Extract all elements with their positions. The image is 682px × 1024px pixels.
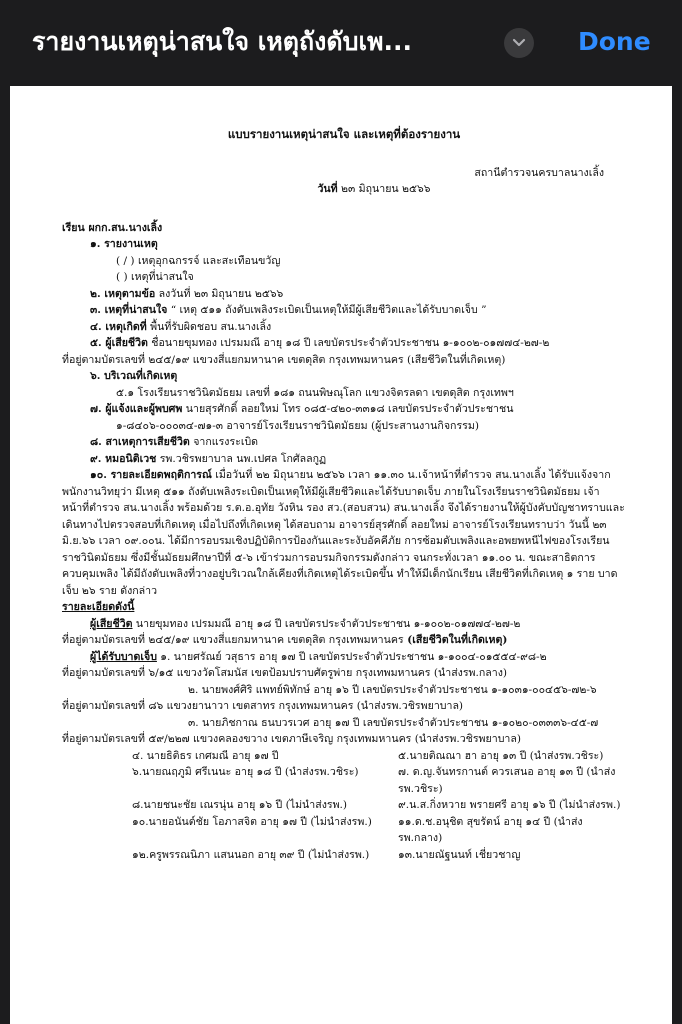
section-5 — [62, 335, 626, 352]
section-7-label: ๗. ผู้แจ้งและผู้พบศพ — [90, 403, 183, 415]
injured-2: ๒. นายพงศ์ศิริ แพทย์พิทักษ์ อายุ ๑๖ ปี เลขบัตรประจำตัวประชาชน ๑-๑๐๓๑-๐๐๔๕๖-๗๒-๖ — [188, 683, 597, 696]
doc-header: แบบรายงานเหตุน่าสนใจ และเหตุที่ต้องรายงาน — [227, 127, 461, 141]
list-item — [132, 847, 626, 864]
injured-3-cont: ที่อยู่ตามบัตรเลขที่ ๕๙/๒๒๗ แขวงคลองขวาง เขตภาษีเจริญ กรุงเทพมหานคร (นำส่งรพ.วชิรพยาบาล) — [62, 733, 521, 745]
section-9-text: รพ.วชิรพยาบาล นพ.เปศล โกศัลลกูฏ — [156, 452, 327, 465]
deceased-address: ที่อยู่ตามบัตรเลขที่ ๒๔๕/๑๙ แขวงสี่แยกมหานาค เขตดุสิต กรุงเทพมหานคร — [62, 634, 404, 646]
section-8-label: ๘. สาเหตุการเสียชีวิต — [90, 436, 190, 448]
chevron-down-icon — [512, 38, 526, 48]
injured-1 — [62, 649, 626, 666]
deceased-label: ผู้เสียชีวิต — [90, 617, 133, 630]
injured-1-cont: ที่อยู่ตามบัตรเลขที่ ๖/๑๕ แขวงวัดโสมนัส เขตป้อมปราบศัตรูพ่าย กรุงเทพมหานคร (นำส่งรพ.กลาง) — [62, 667, 508, 679]
section-4 — [62, 319, 626, 336]
list-cell: ๑๒.ครูพรรณนิภา แสนนอก อายุ ๓๙ ปี (ไม่นำส่งรพ.) — [132, 848, 370, 861]
list-cell: ๘.นายชนะชัย เณรนุ่น อายุ ๑๖ ปี (ไม่นำส่งรพ.) — [132, 799, 348, 811]
deceased-cont — [62, 632, 626, 649]
section-8 — [62, 434, 626, 451]
deceased-text: นายขุมทอง เปรมมณี อายุ ๑๘ ปี เลขบัตรประจำตัวประชาชน ๑-๑๐๐๒-๐๑๗๗๔-๒๗-๒ — [132, 617, 521, 630]
section-3-text: “ เหตุ ๕๑๑ ถังดับเพลิงระเบิดเป็นเหตุให้มีผู้เสียชีวิตและได้รับบาดเจ็บ ” — [167, 304, 487, 316]
injured-3: ๓. นายภิชกาณ ธนบวรเวศ อายุ ๑๗ ปี เลขบัตรประจำตัวประชาชน ๑-๑๐๒๐-๐๓๓๓๖-๔๕-๗ — [188, 716, 599, 729]
section-2-text: ลงวันที่ ๒๓ มิถุนายน ๒๕๖๖ — [155, 287, 284, 300]
section-1-option-b: ( ) เหตุที่น่าสนใจ — [116, 271, 194, 283]
section-7-text: นายสุรศักดิ์ ลอยใหม่ โทร ๐๘๕-๔๒๐-๓๓๑๘ เลขบัตรประจำตัวประชาชน — [182, 403, 514, 415]
section-5-text: ชื่อนายขุมทอง เปรมมณี อายุ ๑๘ ปี เลขบัตรประจำตัวประชาชน ๑-๑๐๐๒-๐๑๗๗๔-๒๗-๒ — [147, 337, 550, 349]
section-9-label: ๙. หมอนิติเวช — [90, 452, 157, 465]
date-value: ๒๓ มิถุนายน ๒๕๖๖ — [341, 183, 431, 195]
section-4-text: พื้นที่รับผิดชอบ สน.นางเลิ้ง — [146, 320, 272, 333]
section-5-cont: ที่อยู่ตามบัตรเลขที่ ๒๔๕/๑๙ แขวงสี่แยกมหานาค เขตดุสิต กรุงเทพมหานคร (เสียชีวิตในที่เกิดเหตุ) — [62, 353, 506, 366]
list-cell: ๗. ด.ญ.จันทรกานต์ ควรเสนอ อายุ ๑๓ ปี (นำส่งรพ.วชิระ) — [398, 766, 616, 795]
list-cell: ๖.นายณฤภูมิ ศรีเนนะ อายุ ๑๘ ปี (นำส่งรพ.วชิระ) — [132, 766, 359, 778]
list-item — [132, 764, 626, 797]
top-bar — [0, 0, 682, 86]
list-item — [132, 797, 626, 814]
title-menu-button[interactable] — [504, 28, 534, 58]
section-3 — [62, 302, 626, 319]
section-6-1: ๕.๑ โรงเรียนราชวินิตมัธยม เลขที่ ๑๘๑ ถนนพิษณุโลก แขวงจิตรลดา เขตดุสิต กรุงเทพฯ — [116, 386, 514, 399]
date-line — [122, 181, 626, 198]
section-8-text: จากแรงระเบิด — [189, 436, 259, 448]
list-cell: ๑๑.ด.ช.อนุชิต สุขรัตน์ อายุ ๑๔ ปี (นำส่งรพ.กลาง) — [398, 815, 583, 844]
document-page — [10, 86, 672, 1024]
list-cell: ๙.น.ส.กิ่งหวาย พรายศรี อายุ ๑๖ ปี (ไม่นำส่งรพ.) — [398, 799, 621, 811]
details-heading: รายละเอียดดังนี้ — [62, 601, 135, 613]
injured-label: ผู้ได้รับบาดเจ็บ — [90, 650, 157, 663]
injured-list — [62, 748, 626, 864]
deceased-line — [62, 616, 626, 633]
section-10-label: ๑๐. รายละเอียดพฤติการณ์ — [90, 469, 212, 481]
section-2 — [62, 286, 626, 303]
injured-2-cont: ที่อยู่ตามบัตรเลขที่ ๘๖ แขวงยานาวา เขตสาทร กรุงเทพมหานคร (นำส่งรพ.วชิรพยาบาล) — [62, 700, 464, 712]
deceased-status: (เสียชีวิตในที่เกิดเหตุ) — [403, 634, 508, 646]
list-item — [132, 748, 626, 765]
section-10 — [62, 467, 626, 599]
injured-1-text: ๑. นายศรัณย์ วสุธาร อายุ ๑๗ ปี เลขบัตรประจำตัวประชาชน ๑-๑๐๐๔-๐๑๕๕๔-๙๘-๒ — [156, 650, 547, 663]
section-3-label: ๓. เหตุที่น่าสนใจ — [90, 304, 168, 316]
section-7 — [62, 401, 626, 418]
list-item — [132, 814, 626, 847]
section-4-label: ๔. เหตุเกิดที่ — [90, 320, 147, 333]
done-button[interactable]: Done — [578, 27, 651, 56]
date-label: วันที่ — [317, 183, 338, 195]
section-7-cont: ๑-๘๔๐๖-๐๐๐๓๔-๗๑-๓ อาจารย์โรงเรียนราชวินิตมัธยม (ผู้ประสานงานกิจกรรม) — [116, 419, 479, 432]
section-1: ๑. รายงานเหตุ — [90, 238, 158, 250]
document-title: รายงานเหตุน่าสนใจ เหตุถังดับเพ... — [32, 27, 412, 56]
list-cell: ๕.นายติณณา ฮา อายุ ๑๓ ปี (นำส่งรพ.วชิระ) — [398, 749, 604, 762]
section-5-label: ๕. ผู้เสียชีวิต — [90, 337, 148, 349]
section-6: ๖. บริเวณที่เกิดเหตุ — [90, 370, 178, 382]
section-9 — [62, 451, 626, 468]
list-cell: ๑๐.นายอนันต์ชัย โอภาสจิต อายุ ๑๗ ปี (ไม่นำส่งรพ.) — [132, 815, 372, 828]
section-10-text: เมื่อวันที่ ๒๒ มิถุนายน ๒๕๖๖ เวลา ๑๑.๓๐ น.เจ้าหน้าที่ตำรวจ สน.นางเลิ้ง ได้รับแจ้งจากพนักงานวิทยุว่า มีเหตุ ๕๑๑ ถังดับเพลิงระเบิดเป็นเหตุให้มีผู้เสียชีวิตและได้รับบาดเจ็บ ภายในโรงเรียนราชวินิตมัธยม เจ้าหน้าที่ตำรวจ สน.นางเลิ้ง พร้อมด้วย ร.ต.อ.อุทัย วังหิน รอง สว.(สอบสวน) สน.นางเลิ้ง จึงได้รายงานให้ผู้บังคับบัญชาทราบและเดินทางไปตรวจสอบที่เกิดเหตุ เมื่อไปถึงที่เกิดเหตุ ได้สอบถาม อาจารย์สุรศักดิ์ ลอยใหม่ อาจารย์โรงเรียนทราบว่า วันนี้ ๒๓ มิ.ย.๖๖ เวลา ๐๙.๐๐น. ได้มีการอบรมเชิงปฏิบัติการป้องกันและระงับอัคคีภัย การซ้อมดับเพลิงและอพยพหนีไฟของโรงเรียนราชวินิตมัธยม ซึ่งมีชั้นมัธยมศึกษาปีที่ ๕-๖ เข้าร่วมการอบรมกิจกรรมดังกล่าว จนกระทั่งเวลา ๑๑.๐๐ น. ขณะสาธิตการควบคุมเพลิง ได้มีถังดับเพลิงที่วางอยู่บริเวณใกล้เคียงที่เกิดเหตุได้ระเบิดขึ้น ทำให้มีเด็กนักเรียน เสียชีวิตที่เกิดเหตุ ๑ ราย บาดเจ็บ ๒๖ ราย ดังกล่าว — [62, 469, 625, 597]
section-2-label: ๒. เหตุตามข้อ — [90, 287, 156, 300]
station-name: สถานีตำรวจนครบาลนางเลิ้ง — [474, 166, 604, 179]
list-cell: ๔. นายธิติธร เกศมณี อายุ ๑๗ ปี — [132, 749, 279, 762]
list-cell: ๑๓.นายณัฐนนท์ เชี่ยวชาญ — [398, 848, 521, 861]
addressee: เรียน ผกก.สน.นางเลิ้ง — [62, 221, 163, 234]
section-1-option-a: ( / ) เหตุอุกฉกรรจ์ และสะเทือนขวัญ — [116, 254, 281, 267]
